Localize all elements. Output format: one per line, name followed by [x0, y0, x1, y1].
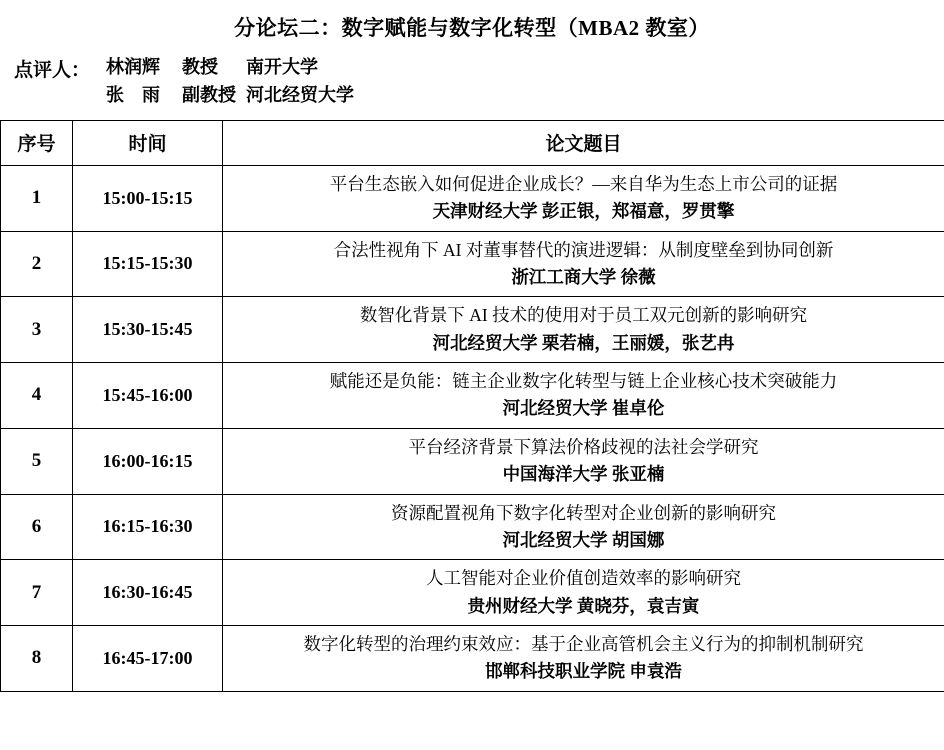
paper-title: 人工智能对企业价值创造效率的影响研究 — [426, 568, 741, 589]
row-paper — [223, 363, 944, 429]
paper-title: 资源配置视角下数字化转型对企业创新的影响研究 — [391, 502, 776, 523]
paper-authors: 河北经贸大学 栗若楠，王丽媛，张艺冉 — [432, 332, 735, 353]
reviewer-rank: 教授 — [182, 57, 219, 77]
paper-title: 平台生态嵌入如何促进企业成长？—来自华为生态上市公司的证据 — [329, 173, 838, 194]
table-row — [1, 560, 944, 626]
page-title: 分论坛二：数字赋能与数字化转型（MBA2 教室） — [234, 16, 710, 40]
table-row — [1, 363, 944, 429]
row-paper — [223, 231, 944, 297]
paper-title: 平台经济背景下算法价格歧视的法社会学研究 — [408, 436, 759, 457]
reviewer-item — [106, 54, 354, 82]
row-no: 5 — [1, 428, 73, 494]
paper-authors: 天津财经大学 彭正银，郑福意，罗贯擎 — [432, 201, 735, 222]
reviewer-name: 张 雨 — [106, 84, 161, 105]
row-no: 7 — [1, 560, 73, 626]
row-time: 16:45-17:00 — [73, 626, 223, 692]
table-row — [1, 231, 944, 297]
reviewer-rank: 副教授 — [182, 84, 237, 105]
row-no: 1 — [1, 165, 73, 231]
paper-title: 赋能还是负能：链主企业数字化转型与链上企业核心技术突破能力 — [329, 371, 838, 392]
reviewer-name: 林润辉 — [106, 57, 161, 77]
table-row — [1, 165, 944, 231]
reviewers-list — [90, 54, 354, 110]
table-row — [1, 626, 944, 692]
column-header-paper: 论文题目 — [223, 120, 944, 165]
row-time: 16:30-16:45 — [73, 560, 223, 626]
row-time: 16:15-16:30 — [73, 494, 223, 560]
row-time: 15:45-16:00 — [73, 363, 223, 429]
paper-title: 数智化背景下 AI 技术的使用对于员工双元创新的影响研究 — [359, 305, 808, 326]
row-time: 15:30-15:45 — [73, 297, 223, 363]
row-paper — [223, 428, 944, 494]
row-no: 3 — [1, 297, 73, 363]
row-no: 8 — [1, 626, 73, 692]
paper-authors: 浙江工商大学 徐薇 — [511, 266, 656, 287]
row-no: 4 — [1, 363, 73, 429]
reviewers-block — [0, 54, 944, 120]
table-row — [1, 428, 944, 494]
table-row — [1, 297, 944, 363]
row-time: 15:00-15:15 — [73, 165, 223, 231]
column-header-time: 时间 — [73, 120, 223, 165]
paper-authors: 邯郸科技职业学院 申袁浩 — [485, 661, 682, 682]
reviewer-item — [106, 82, 354, 110]
program-table — [0, 120, 944, 692]
row-time: 15:15-15:30 — [73, 231, 223, 297]
reviewer-affiliation: 河北经贸大学 — [246, 84, 355, 105]
paper-authors: 贵州财经大学 黄晓芬，袁吉寅 — [467, 595, 700, 616]
paper-title: 合法性视角下 AI 对董事替代的演进逻辑：从制度壁垒到协同创新 — [333, 239, 834, 260]
row-paper — [223, 165, 944, 231]
row-paper — [223, 494, 944, 560]
row-paper — [223, 626, 944, 692]
paper-title: 数字化转型的治理约束效应：基于企业高管机会主义行为的抑制机制研究 — [303, 634, 864, 655]
table-header-row — [1, 120, 944, 165]
reviewers-label: 点评人： — [14, 60, 91, 81]
column-header-no: 序号 — [1, 120, 73, 165]
row-paper — [223, 297, 944, 363]
paper-authors: 河北经贸大学 胡国娜 — [502, 529, 665, 550]
reviewer-affiliation: 南开大学 — [246, 57, 319, 77]
paper-authors: 河北经贸大学 崔卓伦 — [502, 398, 665, 419]
row-paper — [223, 560, 944, 626]
table-row — [1, 494, 944, 560]
row-no: 2 — [1, 231, 73, 297]
row-no: 6 — [1, 494, 73, 560]
row-time: 16:00-16:15 — [73, 428, 223, 494]
paper-authors: 中国海洋大学 张亚楠 — [502, 464, 665, 485]
